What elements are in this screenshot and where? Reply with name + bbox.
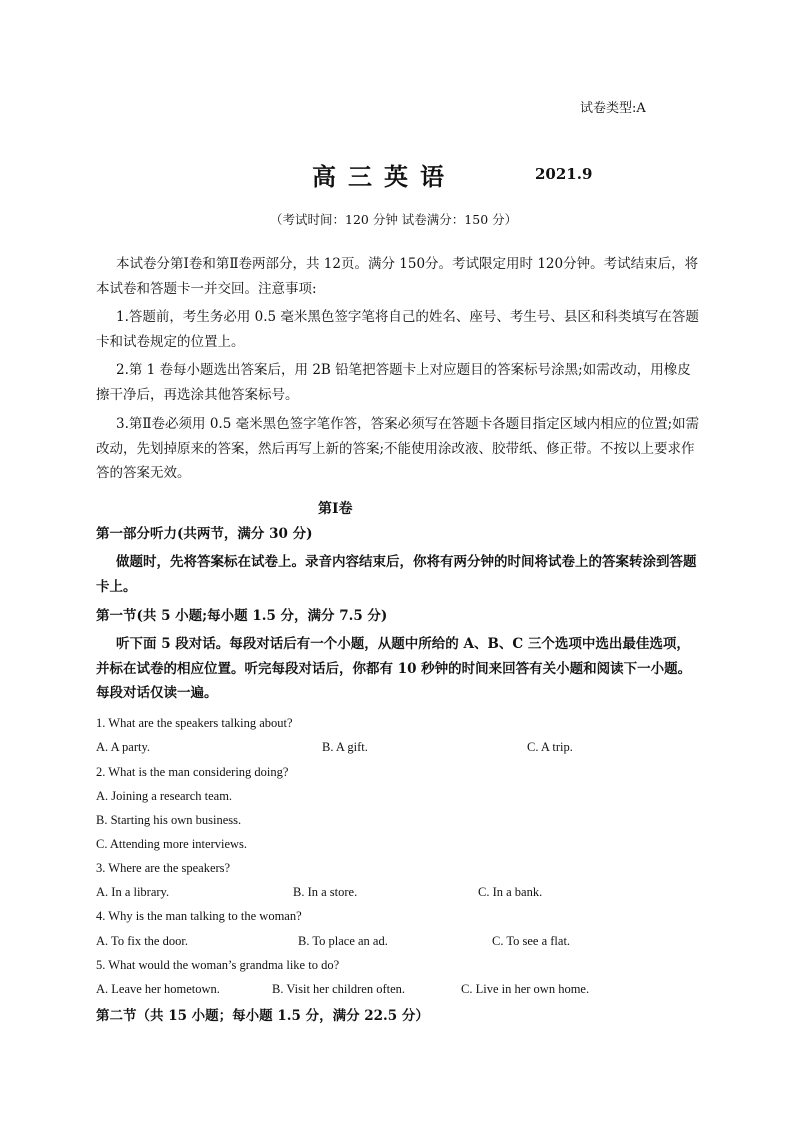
part1-title: 第一部分听力(共两节，满分 30 分) [96, 526, 313, 542]
question-1: 1. What are the speakers talking about? [96, 716, 293, 730]
question-4: 4. Why is the man talking to the woman? [96, 909, 302, 923]
part1-description: 做题时，先将答案标在试卷上。录音内容结束后，你将有两分钟的时间将试卷上的答案转涂到答题卡上。 [96, 554, 697, 595]
question-3-option-a: A. In a library. [96, 885, 170, 899]
instruction-item-3: 3.第Ⅱ卷必须用 0.5 毫米黑色签字笔作答，答案必须写在答题卡各题目指定区域内相应的位置;如需改动，先划掉原来的答案，然后再写上新的答案;不能使用涂改液、胶带纸、修正带。不按以上要求作答的答案无效。 [96, 416, 700, 481]
question-3-option-b: B. In a store. [293, 885, 358, 899]
question-3: 3. Where are the speakers? [96, 861, 231, 875]
exam-date: 2021.9 [535, 165, 593, 183]
subsection1-title: 第一节(共 5 小题;每小题 1.5 分，满分 7.5 分) [96, 608, 388, 624]
question-2: 2. What is the man considering doing? [96, 765, 289, 779]
question-5-option-c: C. Live in her own home. [461, 982, 590, 996]
question-2-option-b: B. Starting his own business. [96, 813, 242, 827]
exam-info: （考试时间：120 分钟 试卷满分：150 分） [270, 212, 518, 227]
question-5-option-b: B. Visit her children often. [272, 982, 406, 996]
question-2-option-c: C. Attending more interviews. [96, 837, 248, 851]
instruction-item-2: 2.第 1 卷每小题选出答案后，用 2B 铅笔把答题卡上对应题目的答案标号涂黑;如需改动，用橡皮擦干净后，再选涂其他答案标号。 [96, 362, 691, 403]
question-5: 5. What would the woman’s grandma like to do? [96, 958, 340, 972]
question-3-option-c: C. In a bank. [478, 885, 543, 899]
question-4-option-a: A. To fix the door. [96, 934, 188, 948]
question-4-option-b: B. To place an ad. [298, 934, 388, 948]
subsection1-description: 听下面 5 段对话。每段对话后有一个小题，从题中所给的 A、B、C 三个选项中选出最佳选项，并标在试卷的相应位置。听完每段对话后，你都有 10 秒钟的时间来回答有关小题和阅读下一小题。每段对话仅读一遍。 [96, 636, 692, 701]
instruction-item-1: 1.答题前，考生务必用 0.5 毫米黑色签字笔将自己的姓名、座号、考生号、县区和科类填写在答题卡和试卷规定的位置上。 [96, 309, 699, 350]
question-5-option-a: A. Leave her hometown. [96, 982, 220, 996]
page-title: 高三英语 [312, 162, 456, 191]
question-2-option-a: A. Joining a research team. [96, 789, 233, 803]
question-1-option-b: B. A gift. [322, 740, 368, 754]
instructions-intro: 本试卷分第Ⅰ卷和第Ⅱ卷两部分，共 12页。满分 150分。考试限定用时 120分钟。考试结束后，将本试卷和答题卡一并交回。注意事项: [96, 256, 699, 297]
question-4-option-c: C. To see a flat. [492, 934, 571, 948]
section-heading: 第Ⅰ卷 [318, 501, 353, 517]
question-1-option-a: A. A party. [96, 740, 151, 754]
subsection2-title: 第二节（共 15 小题；每小题 1.5 分，满分 22.5 分） [96, 1008, 429, 1024]
paper-type-label: 试卷类型:A [580, 101, 646, 116]
question-1-option-c: C. A trip. [527, 740, 573, 754]
